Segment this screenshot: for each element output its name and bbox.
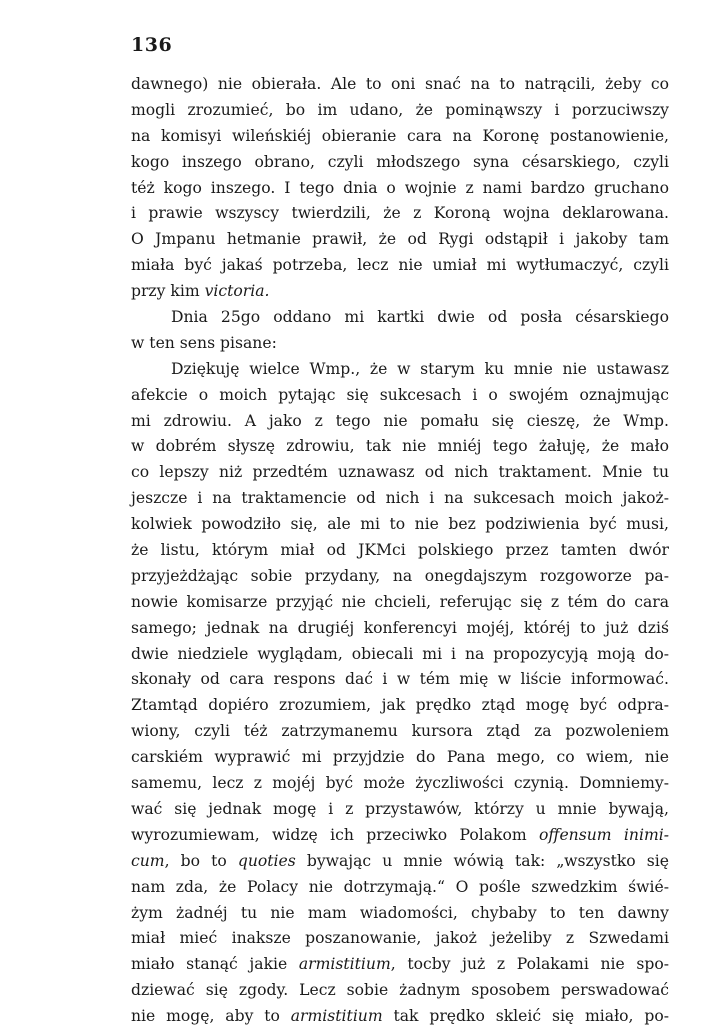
text-segment: i prawie wszyscy twierdzili, że z Koroną wojna deklarowana. (131, 204, 669, 223)
text-segment: nie mogę, aby to (131, 1007, 291, 1026)
text-segment: O Jmpanu hetmanie prawił, że od Rygi odstąpił i jakoby tam (131, 230, 669, 249)
text-line (131, 331, 669, 357)
text-segment: , tocby już z Polakami nie spo- (390, 955, 669, 974)
text-line (131, 253, 669, 279)
text-segment: kolwiek powodziło się, ale mi to nie bez podziwienia być musi, (131, 515, 669, 534)
text-line (131, 124, 669, 150)
text-segment: że listu, którym miał od JKMci polskiego przez tamten dwór (131, 541, 669, 560)
text-line (131, 434, 669, 460)
text-line (131, 72, 669, 98)
text-line (131, 616, 669, 642)
text-line (131, 823, 669, 849)
text-line (131, 227, 669, 253)
text-line (131, 357, 669, 383)
text-segment: przyjeżdżając sobie przydany, na onegdajszym rozgoworze pa- (131, 566, 669, 585)
italic-text: quoties (237, 851, 296, 870)
italic-text: victoria. (204, 282, 270, 301)
text-line (131, 590, 669, 616)
text-line (131, 150, 669, 176)
text-line (131, 564, 669, 590)
text-line (131, 538, 669, 564)
text-segment: carskiém wyprawić mi przyjdzie do Pana mego, co wiem, nie (131, 748, 669, 767)
text-segment: co lepszy niż przedtém uznawasz od nich traktament. Mnie tu (131, 463, 669, 482)
text-segment: Dziękuję wielce Wmp., że w starym ku mnie nie ustawasz (171, 359, 669, 378)
text-segment: mogli zrozumieć, bo im udano, że pominąwszy i porzuciwszy (131, 100, 669, 119)
text-line (131, 279, 669, 305)
text-segment: Ztamtąd dopiéro zrozumiem, jak prędko ztąd mogę być odpra- (131, 696, 669, 715)
text-line (131, 849, 669, 875)
text-segment: nam zda, że Polacy nie dotrzymają.“ O pośle szwedzkim świé- (131, 877, 669, 896)
text-segment: dawnego) nie obierała. Ale to oni snać na to natrącili, żeby co (131, 75, 669, 93)
text-line (131, 305, 669, 331)
text-segment: przy kim (131, 282, 205, 301)
text-line (131, 771, 669, 797)
text-line (131, 745, 669, 771)
text-segment: na komisyi wileńskiéj obieranie cara na Koronę postanowienie, (131, 126, 669, 145)
text-line (131, 176, 669, 202)
text-segment: skonały od cara respons dać i w tém mię w liście informować. (131, 670, 669, 689)
text-line (131, 667, 669, 693)
text-segment: wiony, czyli téż zatrzymanemu kursora ztąd za pozwoleniem (131, 722, 669, 741)
text-segment: bywając u mnie wówią tak: „wszystko się (295, 851, 669, 870)
italic-text: cum (131, 851, 165, 870)
text-segment: afekcie o moich pytając się sukcesach i o swojém oznajmując (131, 385, 669, 404)
text-line (131, 952, 669, 978)
text-line (131, 486, 669, 512)
text-segment: wać się jednak mogę i z przystawów, którzy u mnie bywają, (131, 799, 669, 818)
text-line (131, 926, 669, 952)
text-segment: wyrozumiewam, widzę ich przeciwko Polakom (131, 825, 540, 844)
italic-text: armistitium (290, 1007, 383, 1026)
text-segment: , bo to (164, 851, 238, 870)
text-segment: nowie komisarze przyjąć nie chcieli, referując się z tém do cara (131, 592, 669, 611)
text-segment: miało stanąć jakie (131, 955, 299, 974)
text-segment: miała być jakaś potrzeba, lecz nie umiał mi wytłumaczyć, czyli (131, 256, 669, 275)
text-segment: miał mieć inaksze poszanowanie, jakoż jeżeliby z Szwedami (131, 929, 669, 948)
text-line (131, 201, 669, 227)
body-text (131, 72, 669, 1030)
text-line (131, 901, 669, 927)
text-line (131, 875, 669, 901)
text-line (131, 1004, 669, 1030)
text-segment: dziewać się zgody. Lecz sobie żadnym sposobem perswadować (131, 981, 669, 1000)
text-segment: samemu, lecz z mojéj być może życzliwości czynią. Domniemy- (131, 774, 669, 793)
text-segment: dwie niedziele wyglądam, obiecali mi i na propozycyją moją do- (131, 644, 669, 663)
text-line (131, 383, 669, 409)
text-segment: Dnia 25go oddano mi kartki dwie od posła césarskiego (171, 308, 669, 327)
text-line (131, 797, 669, 823)
text-line (131, 978, 669, 1004)
text-line (131, 409, 669, 435)
text-segment: mi zdrowiu. A jako z tego nie pomału się cieszę, że Wmp. (131, 411, 669, 430)
page-number: 136 (131, 34, 173, 56)
text-line (131, 693, 669, 719)
text-segment: w dobrém słyszę zdrowiu, tak nie mniéj tego żałuję, że mało (131, 437, 669, 456)
text-line (131, 98, 669, 124)
text-segment: téż kogo inszego. I tego dnia o wojnie z nami bardzo gruchano (131, 178, 669, 197)
text-line (131, 460, 669, 486)
text-segment: tak prędko skleić się miało, po- (382, 1007, 669, 1026)
text-segment: kogo inszego obrano, czyli młodszego syna césarskiego, czyli (131, 152, 669, 171)
text-line (131, 642, 669, 668)
text-segment: jeszcze i na traktamencie od nich i na sukcesach moich jakoż- (131, 489, 669, 508)
text-line (131, 719, 669, 745)
text-line (131, 512, 669, 538)
italic-text: offensum inimi- (539, 825, 669, 844)
text-segment: samego; jednak na drugiéj konferencyi mojéj, któréj to już dziś (131, 618, 669, 637)
text-segment: w ten sens pisane: (131, 333, 277, 352)
text-segment: żym żadnéj tu nie mam wiadomości, chybaby to ten dawny (131, 903, 669, 922)
italic-text: armistitium (298, 955, 391, 974)
